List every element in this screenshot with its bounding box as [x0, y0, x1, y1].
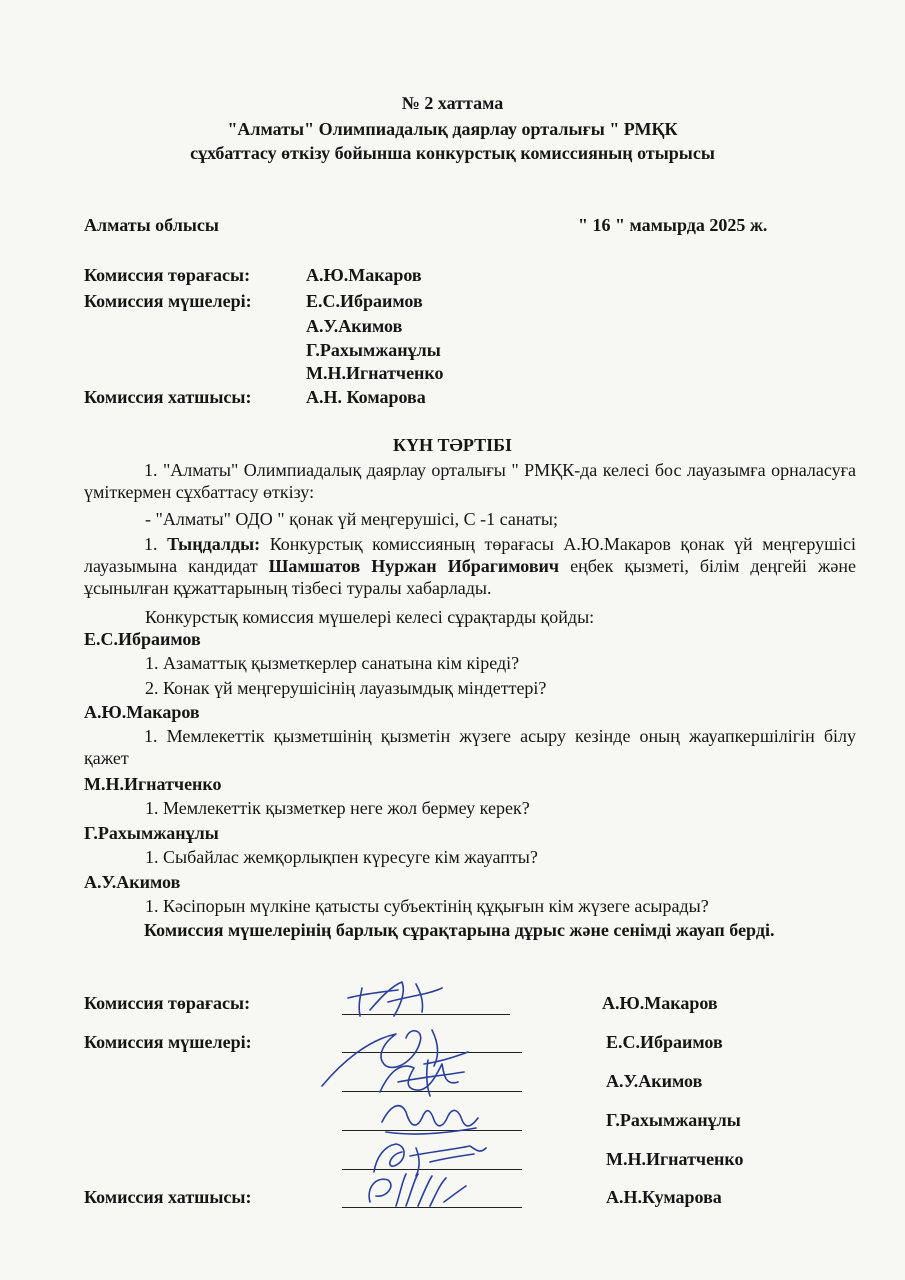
question-member: Е.С.Ибраимов — [84, 629, 201, 649]
member-name: М.Н.Игнатченко — [306, 363, 444, 383]
meeting-title: сұхбаттасу өткізу бойынша конкурстық комиссияның отырысы — [190, 143, 715, 163]
heard-text-end: еңбек қызметі, білім деңгейі және ұсынылған құжаттарының тізбесі туралы хабарлады. — [84, 556, 856, 598]
signatory-name: Г.Рахымжанұлы — [606, 1110, 741, 1130]
sign-members-label: Комиссия мүшелері: — [84, 1032, 252, 1052]
signatory-name: А.У.Акимов — [606, 1071, 703, 1091]
signatory-name: М.Н.Игнатченко — [606, 1149, 744, 1169]
member-name: Г.Рахымжанұлы — [306, 340, 441, 360]
heard-text: Конкурстық комиссияның төрағасы А.Ю.Макаров қонак үй меңгерушісі лауазымына кандидат — [84, 534, 856, 576]
secretary-label: Комиссия хатшысы: — [84, 387, 252, 407]
signature-secretary — [356, 1166, 476, 1216]
protocol-number: № 2 хаттама — [401, 93, 504, 113]
question-text: 1. Кәсіпорын мүлкіне қатысты субъектінің құқығын кім жүзеге асырады? — [145, 896, 709, 916]
heard-number: 1. — [144, 534, 158, 554]
question-member: Г.Рахымжанұлы — [84, 823, 219, 843]
candidate-name: Шамшатов Нуржан Ибрагимович — [268, 556, 560, 576]
date: " 16 " мамырда 2025 ж. — [578, 215, 768, 235]
member-name: А.У.Акимов — [306, 316, 403, 336]
question-text: 1. Сыбайлас жемқорлықпен күресуге кім жауапты? — [145, 847, 538, 867]
sign-chair-label: Комиссия төрағасы: — [84, 993, 251, 1013]
place: Алматы облысы — [84, 215, 219, 235]
heard-paragraph — [84, 533, 856, 599]
vacant-position: - "Алматы" ОДО " қонак үй меңгерушісі, С -1 санаты; — [145, 509, 558, 529]
agenda-item-1: 1. "Алматы" Олимпиадалық даярлау орталығы " РМҚК-да келесі бос лауазымға орналасуға үміткермен сұхбаттасу өткізу: — [84, 460, 856, 502]
question-text: 1. Мемлекеттік қызметкер неге жол бермеу керек? — [145, 798, 530, 818]
organization-title: "Алматы" Олимпиадалық даярлау орталығы " РМҚК — [227, 119, 678, 139]
question-text: 2. Конак үй меңгерушісінің лауазымдық міндеттері? — [145, 678, 547, 698]
agenda-title: КҮН ТӘРТІБІ — [393, 435, 512, 455]
chair-name: А.Ю.Макаров — [306, 265, 422, 285]
chair-label: Комиссия төрағасы: — [84, 265, 251, 285]
signatory-name: А.Н.Кумарова — [606, 1187, 722, 1207]
member-name: Е.С.Ибраимов — [306, 291, 423, 311]
question-member: А.Ю.Макаров — [84, 702, 200, 722]
question-member: М.Н.Игнатченко — [84, 774, 222, 794]
question-member: А.У.Акимов — [84, 872, 181, 892]
question-text: 1. Мемлекеттік қызметшінің қызметін жүзеге асыру кезінде оның жауапкершілігін білу қажет — [84, 726, 856, 768]
question-text: 1. Азаматтық қызметкерлер санатына кім кіреді? — [145, 653, 520, 673]
members-label: Комиссия мүшелері: — [84, 291, 252, 311]
signatory-name: А.Ю.Макаров — [602, 993, 718, 1013]
sign-secretary-label: Комиссия хатшысы: — [84, 1187, 252, 1207]
questions-intro: Конкурстық комиссия мүшелері келесі сұрақтарды қойды: — [145, 607, 595, 627]
heard-label: Тыңдалды: — [167, 534, 261, 554]
conclusion: Комиссия мүшелерінің барлық сұрақтарына дұрыс және сенімді жауап берді. — [144, 920, 775, 940]
signatory-name: Е.С.Ибраимов — [606, 1032, 723, 1052]
secretary-name: А.Н. Комарова — [306, 387, 426, 407]
